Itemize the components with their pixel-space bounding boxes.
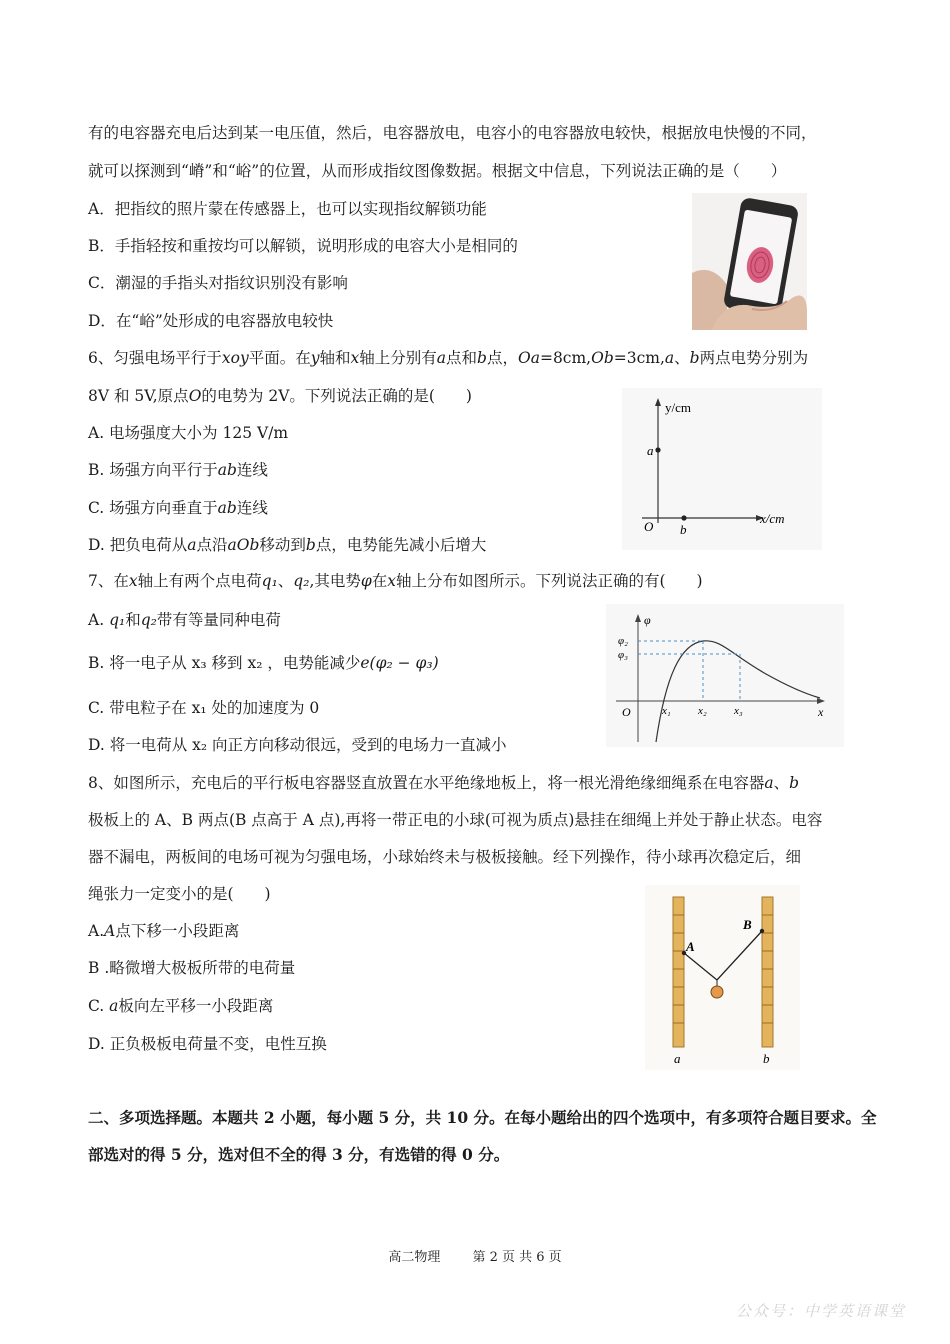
q8-option-d: D. 正负极板电荷量不变，电性互换 bbox=[88, 1035, 327, 1053]
page-footer bbox=[0, 1246, 950, 1265]
footer-subject: 高二物理 bbox=[388, 1250, 441, 1265]
watermark-text: 公众号：中学英语课堂 bbox=[735, 1302, 906, 1320]
q8-option-c: C. a板向左平移一小段距离 bbox=[88, 997, 274, 1015]
point-a-label: a bbox=[647, 443, 654, 458]
q8-option-b: B .略微增大极板所带的电荷量 bbox=[88, 959, 296, 977]
q5-option-c: C．潮湿的手指头对指纹识别没有影响 bbox=[88, 274, 348, 292]
plate-b-label: b bbox=[763, 1051, 770, 1066]
section-2-heading: 二、多项选择题。本题共 2 小题，每小题 5 分，共 10 分。在每小题给出的四个选项中，有多项符合题目要求。全部选对的得 5 分，选对但不全的得 3 分，有选错的得 0 分。 bbox=[88, 1108, 877, 1164]
q8-capacitor-figure bbox=[645, 885, 800, 1070]
q8-stem-line-1: 8、如图所示，充电后的平行板电容器竖直放置在水平绝缘地板上，将一根光滑绝缘细绳系在电容器a、b bbox=[88, 774, 800, 792]
origin-label: O bbox=[622, 705, 631, 719]
point-b-marker bbox=[681, 515, 686, 520]
q7-stem: 7、在x轴上有两个点电荷q₁、q₂,其电势φ在x轴上分布如图所示。下列说法正确的有( ) bbox=[88, 572, 703, 590]
plate-b bbox=[762, 897, 773, 1047]
label-A: A bbox=[686, 939, 695, 954]
intro-line-1: 有的电容器充电后达到某一电压值，然后，电容器放电，电容小的电容器放电较快，根据放电快慢的不同， bbox=[88, 124, 817, 142]
q6-stem-line-2: 8V 和 5V,原点O的电势为 2V。下列说法正确的是( ) bbox=[88, 387, 472, 405]
q6-stem-line-1: 6、匀强电场平行于xoy平面。在y轴和x轴上分别有a点和b点，Oa=8cm,Ob=3cm,a、b两点电势分别为 bbox=[88, 349, 809, 367]
q7-potential-graph bbox=[606, 604, 844, 747]
q8-stem-line-4: 绳张力一定变小的是( ) bbox=[88, 885, 271, 903]
origin-label: O bbox=[644, 519, 654, 534]
q7-option-c: C. 带电粒子在 x₁ 处的加速度为 0 bbox=[88, 699, 320, 717]
label-B: B bbox=[743, 917, 752, 932]
q8-stem-line-2: 极板上的 A、B 两点(B 点高于 A 点),再将一带正电的小球(可视为质点)悬挂在细绳上并处于静止状态。电容 bbox=[88, 811, 823, 829]
q5-option-b: B．手指轻按和重按均可以解锁，说明形成的电容大小是相同的 bbox=[88, 237, 518, 255]
x3-label: x₃ bbox=[734, 705, 743, 717]
q5-option-d: D．在“峪”处形成的电容器放电较快 bbox=[88, 312, 334, 330]
q7-option-a: A. q₁和q₂带有等量同种电荷 bbox=[88, 611, 281, 629]
q7-option-d: D. 将一电荷从 x₂ 向正方向移动很远，受到的电场力一直减小 bbox=[88, 736, 507, 754]
y-axis-label: y/cm bbox=[665, 400, 691, 415]
q5-option-a: A．把指纹的照片蒙在传感器上，也可以实现指纹解锁功能 bbox=[88, 200, 487, 218]
q8-option-a: A.A点下移一小段距离 bbox=[88, 922, 240, 940]
intro-line-2: 就可以探测到“嵴”和“峪”的位置，从而形成指纹图像数据。根据文中信息，下列说法正确的是（ ） bbox=[88, 162, 787, 180]
plate-a-label: a bbox=[674, 1051, 681, 1066]
footer-page-number: 第 2 页 共 6 页 bbox=[472, 1250, 562, 1265]
point-b-label: b bbox=[680, 522, 687, 537]
q6-option-c: C. 场强方向垂直于ab连线 bbox=[88, 499, 268, 517]
q8-stem-line-3: 器不漏电，两板间的电场可视为匀强电场，小球始终未与极板接触。经下列操作，待小球再次稳定后，细 bbox=[88, 848, 802, 866]
x-axis-label: x bbox=[818, 705, 824, 719]
q6-option-b: B. 场强方向平行于ab连线 bbox=[88, 461, 268, 479]
q6-option-a: A. 电场强度大小为 125 V/m bbox=[88, 424, 289, 442]
x2-label: x₂ bbox=[698, 705, 707, 717]
phi3-label: φ₃ bbox=[618, 649, 628, 661]
phi-axis-label: φ bbox=[644, 613, 651, 627]
q7-option-b: B. 将一电子从 x₃ 移到 x₂ ，电势能减少e(φ₂ − φ₃) bbox=[88, 654, 439, 672]
q6-axes-figure bbox=[622, 388, 822, 550]
point-a-marker bbox=[655, 447, 660, 452]
phi2-label: φ₂ bbox=[618, 635, 628, 647]
charged-ball bbox=[711, 986, 723, 998]
fingerprint-phone-photo bbox=[692, 193, 807, 330]
q6-option-d: D. 把负电荷从a点沿aOb移动到b点，电势能先减小后增大 bbox=[88, 536, 487, 554]
x-axis-label: x/cm bbox=[760, 511, 785, 526]
plate-a bbox=[673, 897, 684, 1047]
x1-label: x₁ bbox=[662, 705, 671, 717]
